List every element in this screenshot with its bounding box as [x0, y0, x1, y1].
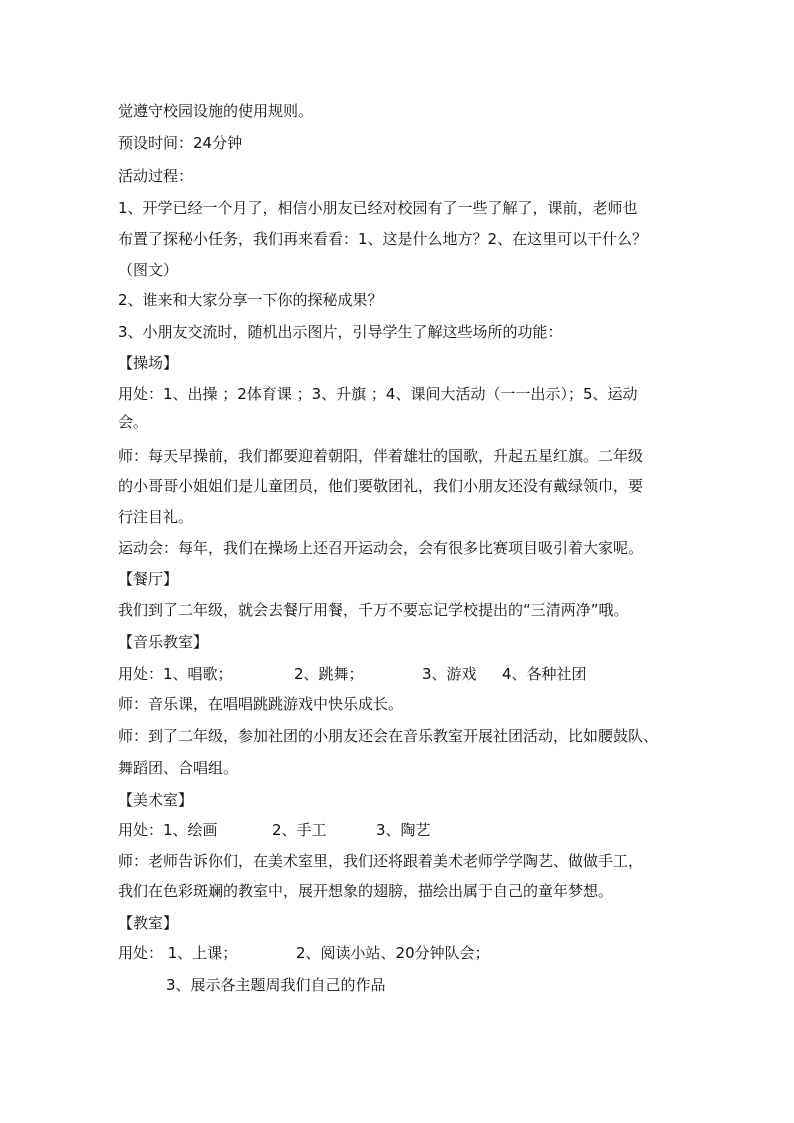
text-line: 我们到了二年级，就会去餐厅用餐，千万不要忘记学校提出的“三清两净”哦。: [118, 601, 629, 619]
art-uses-line: [118, 820, 678, 840]
text-line: 师：音乐课，在唱唱跳跳游戏中快乐成长。: [118, 695, 404, 713]
use-item: 2、阅读小站、20分钟队会；: [296, 944, 490, 962]
text-line: 2、谁来和大家分享一下你的探秘成果？: [118, 291, 383, 309]
text-line: 会。: [118, 413, 149, 431]
text-line: 用处：1、出操 ；2体育课 ；3、升旗 ；4、课间大活动（一一出示）；5、运动: [118, 385, 638, 403]
use-item: 2、手工: [272, 821, 327, 839]
section-heading: 【操场】: [118, 354, 179, 372]
text-line: 师：每天早操前，我们都要迎着朝阳，伴着雄壮的国歌，升起五星红旗。二年级: [118, 447, 644, 465]
text-line: （图文）: [118, 261, 179, 279]
text-line: 3、小朋友交流时，随机出示图片，引导学生了解这些场所的功能：: [118, 323, 563, 341]
text-line: 师：老师告诉你们，在美术室里，我们还将跟着美术老师学学陶艺、做做手工，: [118, 852, 644, 870]
music-uses-line: [118, 664, 678, 684]
text-line: 预设时间：24分钟: [118, 134, 243, 152]
use-item: 2、跳舞；: [294, 665, 364, 683]
text-line: 舞蹈团、合唱组。: [118, 759, 239, 777]
text-line: 布置了探秘小任务，我们再来看看：1、这是什么地方？2、在这里可以干什么？: [118, 230, 648, 248]
section-heading: 【餐厅】: [118, 570, 179, 588]
text-line: 觉遵守校园设施的使用规则。: [118, 102, 314, 120]
text-line: 1、开学已经一个月了，相信小朋友已经对校园有了一些了解了，课前，老师也: [118, 199, 638, 217]
section-heading: 【教室】: [118, 914, 179, 932]
text-line: 的小哥哥小姐姐们是儿童团员，他们要敬团礼，我们小朋友还没有戴绿领巾，要: [118, 477, 644, 495]
text-line: 行注目礼。: [118, 508, 194, 526]
text-line-indented: 3、展示各主题周我们自己的作品: [166, 976, 386, 994]
use-item: 3、游戏: [422, 665, 477, 683]
use-item: 3、陶艺: [376, 821, 431, 839]
use-item: 用处： 1、上课；: [118, 944, 238, 962]
text-line: 师：到了二年级，参加社团的小朋友还会在音乐教室开展社团活动，比如腰鼓队、: [118, 727, 659, 745]
use-item: 4、各种社团: [502, 665, 587, 683]
section-heading: 【美术室】: [118, 791, 194, 809]
section-heading: 【音乐教室】: [118, 633, 209, 651]
text-line: 运动会：每年，我们在操场上还召开运动会，会有很多比赛项目吸引着大家呢。: [118, 539, 644, 557]
text-line: 我们在色彩斑斓的教室中，展开想象的翅膀，描绘出属于自己的童年梦想。: [118, 882, 614, 900]
text-line: 活动过程：: [118, 167, 194, 185]
use-item: 用处：1、唱歌；: [118, 665, 233, 683]
use-item: 用处：1、绘画: [118, 821, 218, 839]
classroom-uses-line: [118, 943, 678, 963]
